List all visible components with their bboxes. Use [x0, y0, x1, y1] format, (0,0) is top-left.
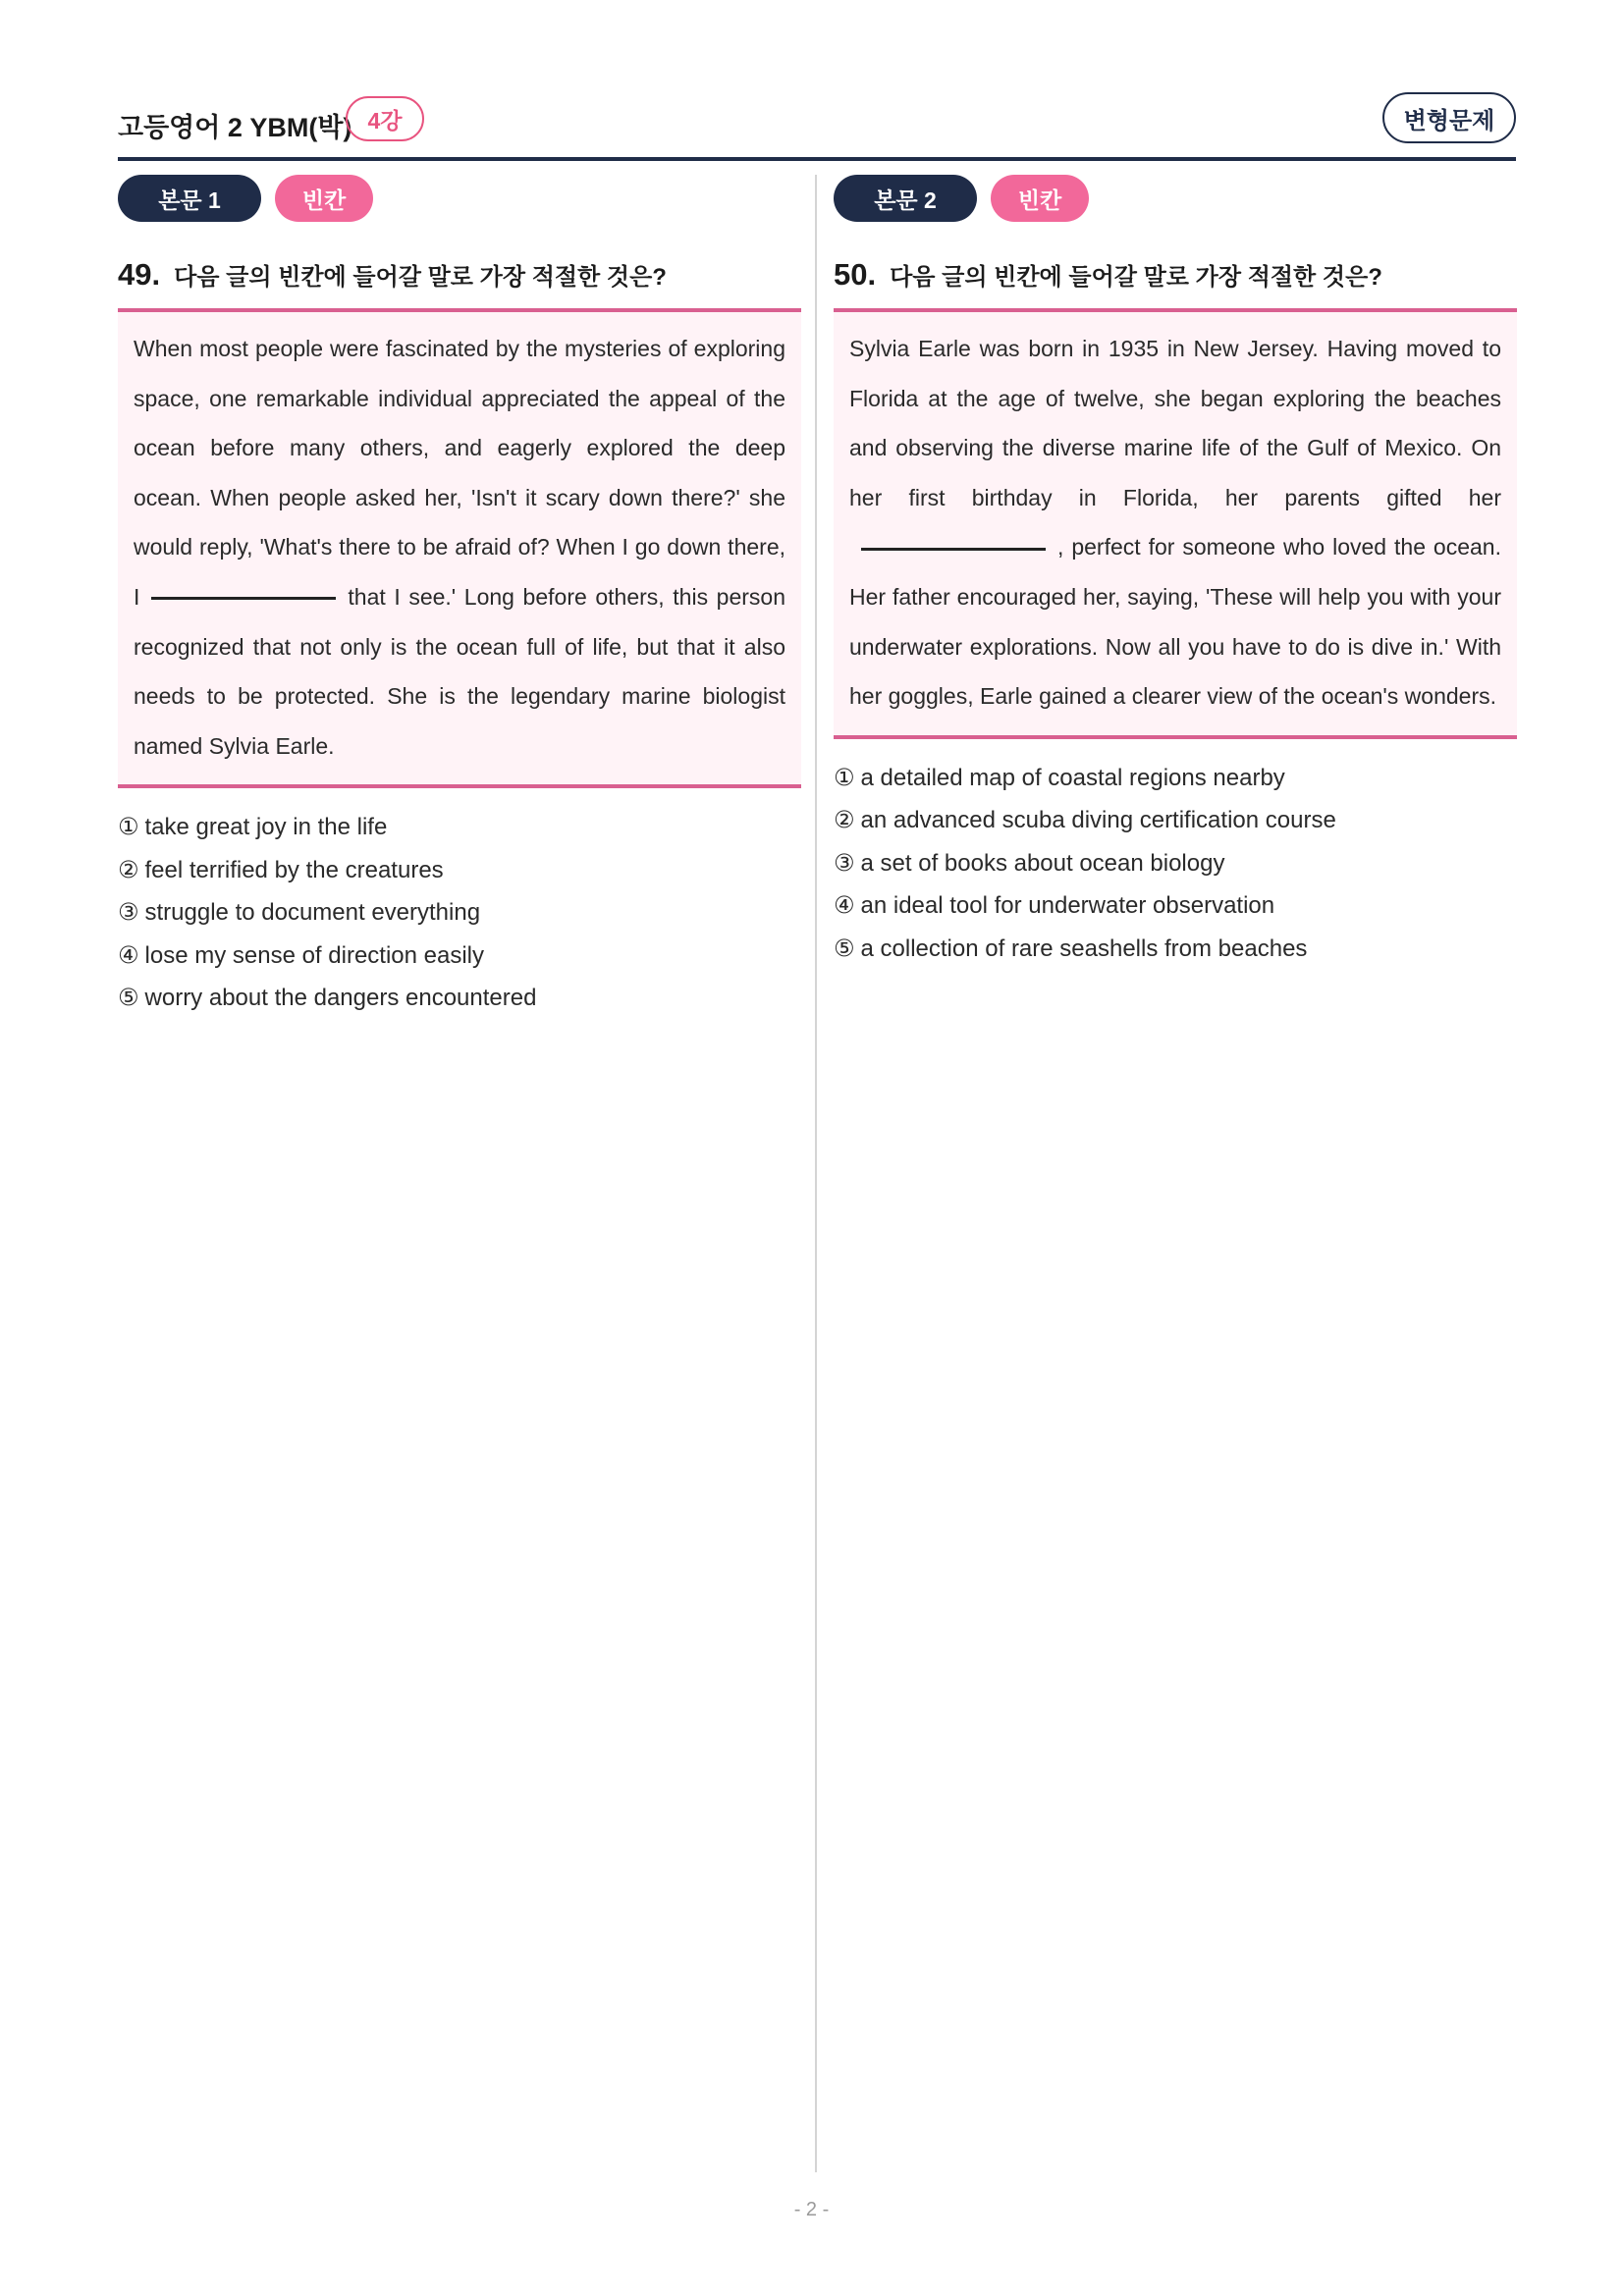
question-title	[118, 257, 801, 298]
section-pill: 본문 2	[834, 175, 977, 222]
option-item[interactable]	[834, 884, 1517, 928]
option-item[interactable]	[834, 842, 1517, 885]
option-marker: ①	[118, 814, 139, 841]
kind-pill: 빈칸	[275, 175, 373, 222]
section-pill: 본문 1	[118, 175, 261, 222]
answer-blank	[151, 597, 336, 600]
page-number: - 2 -	[793, 2199, 830, 2220]
option-text: an ideal tool for underwater observation	[860, 892, 1275, 920]
option-marker: ④	[118, 941, 139, 969]
question-title	[834, 257, 1517, 298]
column-divider	[815, 175, 817, 2172]
option-text: lose my sense of direction easily	[144, 941, 485, 969]
type-badge: 변형문제	[1382, 92, 1516, 143]
option-item[interactable]	[834, 928, 1517, 971]
option-text: take great joy in the life	[144, 814, 388, 841]
lesson-badge: 4강	[346, 96, 424, 141]
option-marker: ④	[834, 892, 855, 920]
option-item[interactable]	[118, 806, 801, 849]
tag-row	[834, 175, 1517, 222]
question-column-left	[118, 175, 801, 1020]
option-item[interactable]	[118, 934, 801, 978]
option-text: an advanced scuba diving certification course	[860, 807, 1336, 834]
option-item[interactable]	[118, 891, 801, 934]
option-item[interactable]	[834, 757, 1517, 800]
passage-text-before: When most people were fascinated by the mysteries of exploring space, one remarkable individual appreciated the appeal of the ocean before many others, and eagerly explored the deep ocean. When people asked her, 'Isn't it scary down there?' she would reply, 'What's there to be afraid of? When I go down there, I	[134, 336, 785, 610]
option-text: struggle to document everything	[144, 899, 481, 927]
question-column-right	[834, 175, 1517, 970]
passage-text-after: , perfect for someone who loved the ocean. Her father encouraged her, saying, 'These will help you with your underwater explorations. Now all you have to do is dive in.' With her goggles, Earle gained a clearer view of the ocean's wonders.	[849, 534, 1501, 710]
option-item[interactable]	[118, 977, 801, 1020]
option-marker: ③	[118, 899, 139, 927]
option-marker: ③	[834, 849, 855, 877]
passage-text-after: that I see.' Long before others, this person recognized that not only is the ocean full of life, but that it also needs to be protected. She is the legendary marine biologist named Sylvia Earle.	[134, 583, 785, 759]
passage-box	[834, 308, 1517, 739]
option-marker: ②	[834, 807, 855, 834]
question-prompt: 다음 글의 빈칸에 들어갈 말로 가장 적절한 것은?	[890, 264, 1382, 291]
question-number: 50.	[834, 257, 877, 292]
option-item[interactable]	[118, 849, 801, 892]
option-list	[834, 757, 1517, 971]
option-list	[118, 806, 801, 1020]
option-text: a collection of rare seashells from beaches	[860, 934, 1308, 962]
option-text: feel terrified by the creatures	[144, 856, 444, 883]
option-text: a detailed map of coastal regions nearby	[860, 764, 1285, 791]
option-marker: ①	[834, 764, 855, 791]
tag-row	[118, 175, 801, 222]
question-prompt: 다음 글의 빈칸에 들어갈 말로 가장 적절한 것은?	[174, 264, 667, 291]
option-marker: ⑤	[834, 934, 855, 962]
passage-box	[118, 308, 801, 788]
option-marker: ②	[118, 856, 139, 883]
page-header	[118, 94, 1516, 161]
header-title: 고등영어 2 YBM(박)	[118, 113, 352, 142]
passage-text-before: Sylvia Earle was born in 1935 in New Jersey. Having moved to Florida at the age of twelve, she began exploring the beaches and observing the diverse marine life of the Gulf of Mexico. On her first birthday in Florida, her parents gifted her	[849, 336, 1501, 510]
option-text: a set of books about ocean biology	[860, 849, 1225, 877]
answer-blank	[861, 548, 1046, 551]
option-item[interactable]	[834, 799, 1517, 842]
question-number: 49.	[118, 257, 161, 292]
option-text: worry about the dangers encountered	[144, 985, 537, 1012]
option-marker: ⑤	[118, 985, 139, 1012]
kind-pill: 빈칸	[991, 175, 1089, 222]
